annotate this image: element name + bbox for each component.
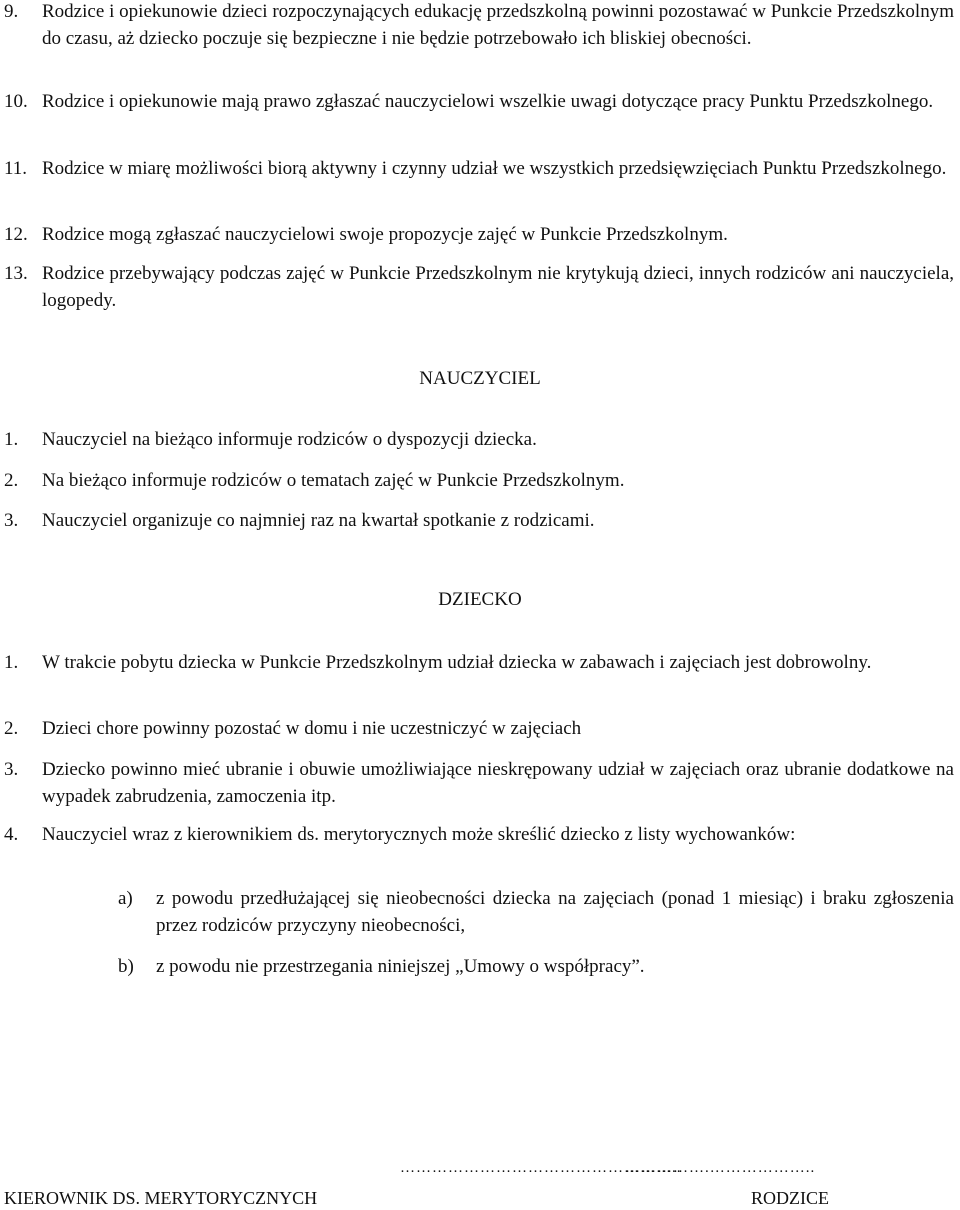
list-item (4, 155, 954, 182)
list-item (4, 0, 954, 52)
list-item (4, 426, 954, 453)
list-item (4, 715, 954, 742)
sub-list-item (118, 953, 954, 980)
section-heading-teacher: NAUCZYCIEL (419, 368, 541, 389)
signature-label-left: KIEROWNIK DS. MERYTORYCZNYCH (4, 1188, 318, 1208)
item-text: Rodzice przebywający podczas zajęć w Punkcie Przedszkolnym nie krytykują dzieci, innych rodziców ani nauczyciela, logopedy. (42, 263, 954, 311)
item-text: Rodzice i opiekunowie mają prawo zgłaszać nauczycielowi wszelkie uwagi dotyczące pracy Punktu Przedszkolnego. (42, 91, 934, 112)
item-text: Na bieżąco informuje rodziców o tematach zajęć w Punkcie Przedszkolnym. (42, 470, 625, 491)
sub-list-item (118, 885, 954, 939)
list-item (4, 756, 954, 810)
item-text: Nauczyciel organizuje co najmniej raz na kwartał spotkanie z rodzicami. (42, 510, 595, 531)
item-number: 11. (4, 158, 28, 179)
list-item (4, 88, 954, 115)
signature-line-left: …………………………………………….. (400, 1160, 682, 1176)
item-text: Rodzice mogą zgłaszać nauczycielowi swoje propozycje zajęć w Punkcie Przedszkolnym. (42, 224, 728, 245)
item-number: 10. (4, 91, 28, 112)
sub-item-text: z powodu przedłużającej się nieobecności dziecka na zajęciach (ponad 1 miesiąc) i braku zgłoszenia przez rodziców przyczyny nieobecności, (156, 888, 954, 936)
item-number: 1. (4, 429, 19, 450)
item-number: 12. (4, 224, 28, 245)
item-number: 2. (4, 470, 19, 491)
item-text: W trakcie pobytu dziecka w Punkcie Przedszkolnym udział dziecka w zabawach i zajęciach jest dobrowolny. (42, 652, 872, 673)
sub-item-label: b) (118, 956, 134, 977)
item-number: 2. (4, 718, 19, 739)
item-number: 3. (4, 759, 19, 780)
signature-line-right: …………….……………….. (625, 1160, 816, 1176)
item-text: Rodzice w miarę możliwości biorą aktywny i czynny udział we wszystkich przedsięwzięciach Punktu Przedszkolnego. (42, 158, 947, 179)
list-item (4, 467, 954, 494)
list-item (4, 221, 954, 248)
item-number: 1. (4, 652, 19, 673)
list-item (4, 507, 954, 534)
section-heading-child: DZIECKO (438, 589, 522, 610)
item-number: 13. (4, 263, 28, 284)
item-number: 4. (4, 824, 19, 845)
item-number: 3. (4, 510, 19, 531)
item-text: Nauczyciel wraz z kierownikiem ds. merytorycznych może skreślić dziecko z listy wychowanków: (42, 824, 796, 845)
list-item (4, 649, 954, 676)
item-number: 9. (4, 1, 19, 22)
item-text: Dzieci chore powinny pozostać w domu i nie uczestniczyć w zajęciach (42, 718, 582, 739)
list-item (4, 260, 954, 314)
sub-item-label: a) (118, 888, 133, 909)
item-text: Dziecko powinno mieć ubranie i obuwie umożliwiające nieskrępowany udział w zajęciach oraz ubranie dodatkowe na wypadek zabrudzenia, zamoczenia itp. (42, 759, 954, 807)
item-text: Nauczyciel na bieżąco informuje rodziców o dyspozycji dziecka. (42, 429, 537, 450)
signature-label-right: RODZICE (751, 1188, 829, 1208)
list-item (4, 821, 954, 848)
item-text: Rodzice i opiekunowie dzieci rozpoczynających edukację przedszkolną powinni pozostawać w Punkcie Przedszkolnym do czasu, aż dziecko poczuje się bezpieczne i nie będzie potrzebowało ich bliskiej obecności. (42, 1, 954, 49)
sub-item-text: z powodu nie przestrzegania niniejszej „Umowy o współpracy”. (156, 956, 645, 977)
